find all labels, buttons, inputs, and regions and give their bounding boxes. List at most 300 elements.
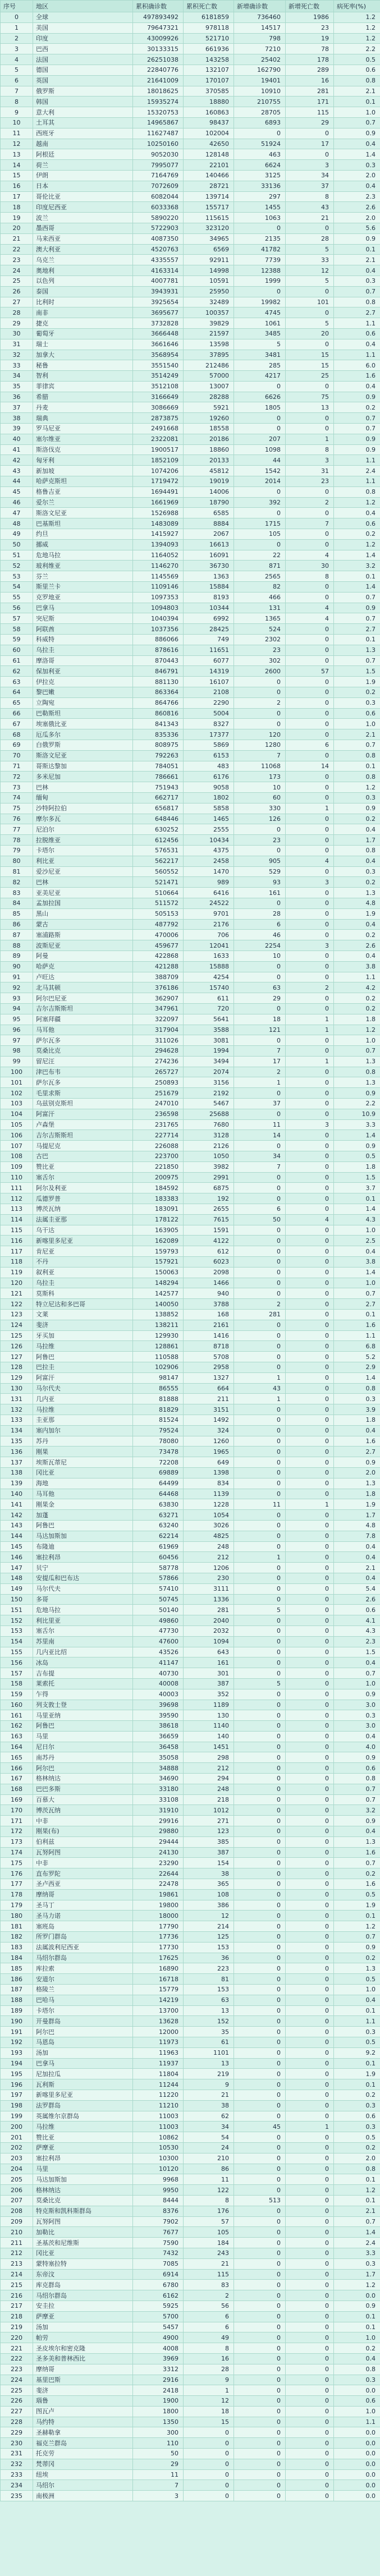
cell-new-deaths: 0: [286, 1594, 334, 1605]
cell-total-deaths: 4122: [184, 1236, 234, 1246]
table-row: [1, 1236, 380, 1246]
cell-index: 93: [1, 993, 33, 1004]
cell-region: 冈比亚: [33, 1467, 133, 1478]
cell-new-deaths: 0: [286, 1563, 334, 1573]
cell-total-confirmed: 30133315: [133, 44, 184, 54]
cell-fatality-rate: 1.1: [334, 972, 380, 982]
cell-new-deaths: 3: [286, 160, 334, 171]
cell-index: 29: [1, 318, 33, 329]
table-row: [1, 1109, 380, 1119]
table-row: [1, 1362, 380, 1373]
cell-total-confirmed: 39590: [133, 1710, 184, 1721]
cell-region: 海地: [33, 1478, 133, 1489]
cell-total-confirmed: 3695677: [133, 307, 184, 318]
cell-total-confirmed: 3732828: [133, 318, 184, 329]
cell-total-deaths: 154: [184, 1858, 234, 1868]
cell-region: 巴勒斯坦: [33, 708, 133, 719]
cell-new-confirmed: 0: [234, 2322, 286, 2332]
cell-total-deaths: 20133: [184, 455, 234, 466]
cell-region: 阿塞拜疆: [33, 1014, 133, 1025]
cell-new-deaths: 0: [286, 1995, 334, 2005]
table-row: [1, 2090, 380, 2100]
cell-region: 塞尔维亚: [33, 434, 133, 444]
cell-new-confirmed: 0: [234, 1583, 286, 1594]
cell-total-confirmed: 497893492: [133, 12, 184, 23]
table-row: [1, 803, 380, 814]
table-row: [1, 1383, 380, 1394]
cell-new-confirmed: 0: [234, 1721, 286, 1732]
cell-fatality-rate: 1.3: [334, 1077, 380, 1088]
cell-new-confirmed: 22: [234, 550, 286, 561]
cell-index: 14: [1, 160, 33, 171]
cell-new-confirmed: 0: [234, 486, 286, 497]
cell-total-confirmed: 835336: [133, 729, 184, 740]
cell-total-deaths: 63: [184, 1995, 234, 2005]
cell-total-confirmed: 505153: [133, 908, 184, 919]
cell-total-confirmed: 19800: [133, 1900, 184, 1911]
cell-new-confirmed: 210755: [234, 97, 286, 107]
col-header-new-confirmed[interactable]: 新增确诊数: [234, 1, 286, 12]
cell-total-confirmed: 2491668: [133, 424, 184, 434]
cell-new-deaths: 0: [286, 2417, 334, 2427]
cell-region: 斐济: [33, 1320, 133, 1330]
cell-new-deaths: 289: [286, 65, 334, 75]
cell-fatality-rate: 0.4: [334, 1731, 380, 1742]
cell-total-deaths: 168: [184, 1310, 234, 1320]
cell-new-deaths: 0: [286, 2185, 334, 2196]
cell-index: 175: [1, 1858, 33, 1868]
cell-region: 利比亚: [33, 856, 133, 866]
cell-new-confirmed: 0: [234, 2248, 286, 2258]
cell-total-confirmed: 14965867: [133, 117, 184, 128]
cell-total-deaths: 2176: [184, 919, 234, 930]
cell-index: 94: [1, 1003, 33, 1014]
cell-new-confirmed: 0: [234, 1974, 286, 1985]
cell-index: 5: [1, 65, 33, 75]
cell-region: 卡塔尔: [33, 845, 133, 856]
cell-total-confirmed: 7590: [133, 2238, 184, 2248]
cell-region: 苏丹: [33, 1436, 133, 1447]
cell-new-confirmed: 12388: [234, 265, 286, 276]
cell-new-deaths: 0: [286, 2153, 334, 2164]
cell-total-deaths: 6181859: [184, 12, 234, 23]
cell-index: 66: [1, 708, 33, 719]
cell-new-deaths: 0: [286, 2216, 334, 2227]
cell-total-confirmed: 1037356: [133, 624, 184, 635]
cell-index: 60: [1, 645, 33, 655]
cell-new-confirmed: 905: [234, 856, 286, 866]
cell-new-confirmed: 126: [234, 814, 286, 824]
table-row: [1, 1310, 380, 1320]
cell-fatality-rate: 0.1: [334, 2195, 380, 2206]
cell-total-confirmed: 300: [133, 2427, 184, 2438]
cell-new-deaths: 281: [286, 86, 334, 97]
cell-fatality-rate: 0.6: [334, 2111, 380, 2122]
cell-fatality-rate: 0.4: [334, 508, 380, 518]
cell-region: 危地马拉: [33, 550, 133, 561]
cell-total-deaths: 115615: [184, 213, 234, 223]
cell-total-deaths: 22101: [184, 160, 234, 171]
cell-new-confirmed: 0: [234, 1836, 286, 1847]
cell-new-confirmed: 0: [234, 1763, 286, 1774]
cell-new-confirmed: 1715: [234, 518, 286, 529]
cell-total-confirmed: 5890220: [133, 213, 184, 223]
cell-new-confirmed: 524: [234, 624, 286, 635]
col-header-fatality-rate[interactable]: 病死率(%): [334, 1, 380, 12]
cell-fatality-rate: 0.1: [334, 2174, 380, 2185]
cell-index: 144: [1, 1531, 33, 1541]
cell-index: 170: [1, 1805, 33, 1816]
table-row: [1, 255, 380, 265]
cell-new-deaths: 0: [286, 687, 334, 698]
cell-total-deaths: 271: [184, 1816, 234, 1826]
cell-total-deaths: 7615: [184, 1214, 234, 1225]
cell-new-confirmed: 0: [234, 961, 286, 972]
table-row: [1, 2290, 380, 2301]
cell-new-deaths: 0: [286, 1911, 334, 1921]
cell-region: 哥伦比亚: [33, 191, 133, 202]
cell-total-confirmed: 19861: [133, 1889, 184, 1900]
cell-total-confirmed: 274236: [133, 1056, 184, 1067]
table-row: [1, 1520, 380, 1531]
cell-new-deaths: 0: [286, 1362, 334, 1373]
cell-new-deaths: 0: [286, 1404, 334, 1415]
cell-fatality-rate: 0.4: [334, 1657, 380, 1668]
cell-total-confirmed: 3969: [133, 2353, 184, 2364]
cell-index: 61: [1, 655, 33, 666]
cell-index: 57: [1, 613, 33, 624]
cell-fatality-rate: 4.8: [334, 898, 380, 908]
table-row: [1, 486, 380, 497]
cell-fatality-rate: 0.2: [334, 1003, 380, 1014]
table-row: [1, 539, 380, 550]
cell-total-deaths: 15888: [184, 961, 234, 972]
cell-fatality-rate: 0.1: [334, 761, 380, 772]
cell-total-deaths: 24: [184, 2142, 234, 2153]
cell-index: 148: [1, 1573, 33, 1583]
cell-total-deaths: 1206: [184, 1563, 234, 1573]
cell-region: 摩尔多瓦: [33, 814, 133, 824]
cell-fatality-rate: 9.2: [334, 2047, 380, 2058]
table-row: [1, 424, 380, 434]
cell-fatality-rate: 1.7: [334, 1510, 380, 1521]
cell-new-deaths: 0: [286, 2037, 334, 2048]
cell-index: 158: [1, 1678, 33, 1689]
cell-new-deaths: 0: [286, 950, 334, 961]
cell-region: 圣马力诺: [33, 1911, 133, 1921]
table-row: [1, 318, 380, 329]
cell-total-confirmed: 11973: [133, 2037, 184, 2048]
cell-new-deaths: 0: [286, 1573, 334, 1583]
cell-region: 加勒比: [33, 2227, 133, 2238]
cell-fatality-rate: 0.1: [334, 2322, 380, 2332]
cell-new-confirmed: 0: [234, 1278, 286, 1288]
cell-new-deaths: 0: [286, 539, 334, 550]
cell-new-deaths: 0: [286, 1436, 334, 1447]
cell-fatality-rate: 2.4: [334, 466, 380, 476]
cell-fatality-rate: 1.7: [334, 835, 380, 846]
col-header-total-deaths[interactable]: 累积死亡数: [184, 1, 234, 12]
cell-new-deaths: 0: [286, 2290, 334, 2301]
cell-new-deaths: 0: [286, 2406, 334, 2417]
table-row: [1, 2153, 380, 2164]
cell-new-deaths: 171: [286, 97, 334, 107]
cell-new-deaths: 0: [286, 1868, 334, 1879]
cell-total-confirmed: 1394093: [133, 539, 184, 550]
cell-index: 50: [1, 539, 33, 550]
cell-new-deaths: 0: [286, 1425, 334, 1436]
cell-region: 马耳他: [33, 1489, 133, 1499]
table-row: [1, 1447, 380, 1457]
cell-index: 149: [1, 1583, 33, 1594]
table-row: [1, 677, 380, 687]
cell-total-confirmed: 47730: [133, 1626, 184, 1636]
cell-total-deaths: 1054: [184, 1510, 234, 1521]
cell-total-confirmed: 11963: [133, 2047, 184, 2058]
table-row: [1, 1974, 380, 1985]
cell-fatality-rate: 0.9: [334, 233, 380, 244]
table-row: [1, 149, 380, 160]
cell-index: 145: [1, 1541, 33, 1552]
cell-region: 马耳他: [33, 1025, 133, 1035]
cell-new-deaths: 0: [286, 1836, 334, 1847]
cell-new-confirmed: 0: [234, 1953, 286, 1963]
table-row: [1, 2301, 380, 2311]
cell-new-confirmed: 6893: [234, 117, 286, 128]
cell-index: 90: [1, 961, 33, 972]
table-row: [1, 1889, 380, 1900]
cell-fatality-rate: 0.0: [334, 2491, 380, 2501]
col-header-total-confirmed[interactable]: 累积确诊数: [133, 1, 184, 12]
table-row: [1, 2058, 380, 2069]
cell-new-confirmed: 0: [234, 1236, 286, 1246]
cell-index: 31: [1, 339, 33, 350]
cell-region: 斐济: [33, 2385, 133, 2396]
cell-new-confirmed: 0: [234, 2005, 286, 2016]
cell-index: 92: [1, 982, 33, 993]
cell-fatality-rate: 1.2: [334, 539, 380, 550]
table-row: [1, 888, 380, 898]
cell-new-confirmed: 0: [234, 1995, 286, 2005]
cell-index: 4: [1, 54, 33, 65]
cell-new-confirmed: 2600: [234, 666, 286, 677]
cell-new-confirmed: 0: [234, 719, 286, 729]
cell-new-deaths: 0: [286, 1847, 334, 1858]
cell-total-confirmed: 41147: [133, 1657, 184, 1668]
cell-new-confirmed: 28705: [234, 107, 286, 118]
cell-new-deaths: 0: [286, 2258, 334, 2269]
cell-fatality-rate: 4.1: [334, 1615, 380, 1626]
cell-new-deaths: 0: [286, 2449, 334, 2459]
table-row: [1, 1204, 380, 1215]
cell-index: 13: [1, 149, 33, 160]
cell-fatality-rate: 0.4: [334, 1425, 380, 1436]
table-row: [1, 592, 380, 603]
cell-new-confirmed: 0: [234, 1921, 286, 1932]
table-row: [1, 1657, 380, 1668]
cell-new-deaths: 0: [286, 2227, 334, 2238]
cell-total-deaths: 3026: [184, 1520, 234, 1531]
cell-total-deaths: 18558: [184, 424, 234, 434]
table-row: [1, 824, 380, 835]
cell-fatality-rate: 1.3: [334, 1056, 380, 1067]
cell-total-deaths: 13598: [184, 339, 234, 350]
table-row: [1, 1214, 380, 1225]
cell-index: 161: [1, 1710, 33, 1721]
table-row: [1, 1467, 380, 1478]
table-row: [1, 1879, 380, 1890]
cell-total-deaths: 139714: [184, 191, 234, 202]
cell-total-deaths: 25950: [184, 286, 234, 297]
cell-total-confirmed: 231765: [133, 1119, 184, 1130]
cell-total-deaths: 11651: [184, 645, 234, 655]
cell-new-deaths: 4: [286, 603, 334, 613]
cell-total-deaths: 11: [184, 2174, 234, 2185]
cell-total-confirmed: 11210: [133, 2100, 184, 2111]
cell-new-deaths: 0: [286, 719, 334, 729]
cell-region: 比利时: [33, 297, 133, 307]
cell-total-deaths: 3588: [184, 1025, 234, 1035]
table-row: [1, 2406, 380, 2417]
cell-new-confirmed: 131: [234, 603, 286, 613]
cell-fatality-rate: 0.5: [334, 1974, 380, 1985]
cell-new-confirmed: 37: [234, 1099, 286, 1109]
cell-total-deaths: 218: [184, 1794, 234, 1805]
cell-region: 爱沙尼亚: [33, 866, 133, 877]
cell-total-deaths: 978118: [184, 22, 234, 33]
cell-new-deaths: 0: [286, 792, 334, 803]
table-row: [1, 128, 380, 139]
cell-total-deaths: 36730: [184, 561, 234, 571]
cell-total-deaths: 1101: [184, 2047, 234, 2058]
cell-new-deaths: 5: [286, 318, 334, 329]
cell-new-deaths: 2: [286, 982, 334, 993]
cell-new-confirmed: 0: [234, 1774, 286, 1784]
cell-index: 135: [1, 1436, 33, 1447]
cell-region: 博茨瓦纳: [33, 1805, 133, 1816]
cell-new-deaths: 78: [286, 44, 334, 54]
cell-new-deaths: 0: [286, 2480, 334, 2491]
cell-fatality-rate: 0.1: [334, 2005, 380, 2016]
cell-region: 马恩岛: [33, 2037, 133, 2048]
cell-index: 18: [1, 202, 33, 213]
cell-total-deaths: 219: [184, 2069, 234, 2079]
cell-total-deaths: 14319: [184, 666, 234, 677]
cell-total-deaths: 281: [184, 1605, 234, 1615]
cell-index: 127: [1, 1352, 33, 1362]
cell-total-confirmed: 13628: [133, 2016, 184, 2027]
cell-fatality-rate: 0.1: [334, 2058, 380, 2069]
cell-fatality-rate: 0.8: [334, 1774, 380, 1784]
cell-new-confirmed: 1542: [234, 466, 286, 476]
cell-total-confirmed: 1900517: [133, 444, 184, 455]
cell-new-confirmed: 0: [234, 2375, 286, 2385]
cell-total-confirmed: 11804: [133, 2069, 184, 2079]
table-row: [1, 1531, 380, 1541]
cell-total-deaths: 54: [184, 2132, 234, 2143]
cell-fatality-rate: 0.7: [334, 740, 380, 750]
cell-region: 匈牙利: [33, 455, 133, 466]
cell-index: 51: [1, 550, 33, 561]
cell-fatality-rate: 0.7: [334, 1288, 380, 1299]
table-row: [1, 2047, 380, 2058]
cell-new-confirmed: 0: [234, 2311, 286, 2322]
table-row: [1, 1942, 380, 1953]
cell-index: 48: [1, 518, 33, 529]
cell-total-confirmed: 50745: [133, 1594, 184, 1605]
table-row: [1, 2195, 380, 2206]
cell-region: 苏里南: [33, 1636, 133, 1647]
cell-new-deaths: 0: [286, 1963, 334, 1974]
cell-index: 95: [1, 1014, 33, 1025]
cell-total-confirmed: 7677: [133, 2227, 184, 2238]
cell-fatality-rate: 0.9: [334, 803, 380, 814]
cell-new-confirmed: 1: [234, 1077, 286, 1088]
cell-fatality-rate: 0.7: [334, 1932, 380, 1943]
cell-total-confirmed: 4163314: [133, 265, 184, 276]
cell-index: 152: [1, 1615, 33, 1626]
cell-total-confirmed: 35058: [133, 1752, 184, 1763]
cell-total-deaths: 1327: [184, 1372, 234, 1383]
cell-region: 库拉索: [33, 1963, 133, 1974]
cell-new-deaths: 0: [286, 1320, 334, 1330]
col-header-index[interactable]: 序号: [1, 1, 33, 12]
cell-new-confirmed: 10: [234, 950, 286, 961]
cell-region: 多米尼加: [33, 772, 133, 782]
cell-fatality-rate: 1.2: [334, 33, 380, 44]
cell-fatality-rate: 1.0: [334, 1678, 380, 1689]
cell-total-confirmed: 60456: [133, 1552, 184, 1563]
cell-new-confirmed: 0: [234, 1489, 286, 1499]
cell-index: 0: [1, 12, 33, 23]
cell-total-deaths: 2555: [184, 824, 234, 835]
cell-fatality-rate: 0.9: [334, 392, 380, 402]
cell-new-confirmed: 0: [234, 2301, 286, 2311]
cell-total-confirmed: 1852109: [133, 455, 184, 466]
cell-index: 223: [1, 2364, 33, 2375]
cell-new-confirmed: 17: [234, 1056, 286, 1067]
cell-total-deaths: 16107: [184, 677, 234, 687]
cell-new-deaths: 0: [286, 835, 334, 846]
cell-fatality-rate: 1.9: [334, 677, 380, 687]
cell-new-deaths: 23: [286, 22, 334, 33]
cell-new-confirmed: 0: [234, 2480, 286, 2491]
cell-fatality-rate: 1.1: [334, 2417, 380, 2427]
table-row: [1, 814, 380, 824]
col-header-new-deaths[interactable]: 新增死亡数: [286, 1, 334, 12]
cell-total-deaths: 10344: [184, 603, 234, 613]
table-row: [1, 33, 380, 44]
cell-total-deaths: 0: [184, 2469, 234, 2480]
col-header-region[interactable]: 地区: [33, 1, 133, 12]
table-row: [1, 1573, 380, 1583]
cell-total-confirmed: 792263: [133, 750, 184, 761]
cell-total-confirmed: 6033368: [133, 202, 184, 213]
cell-total-confirmed: 562217: [133, 856, 184, 866]
cell-index: 20: [1, 223, 33, 233]
cell-total-deaths: 10434: [184, 835, 234, 846]
cell-fatality-rate: 0.4: [334, 919, 380, 930]
cell-index: 109: [1, 1161, 33, 1172]
table-row: [1, 1868, 380, 1879]
cell-index: 119: [1, 1267, 33, 1278]
cell-new-deaths: 0: [286, 1330, 334, 1341]
cell-total-confirmed: 26251038: [133, 54, 184, 65]
cell-total-deaths: 18: [184, 2406, 234, 2417]
cell-total-confirmed: 236598: [133, 1109, 184, 1119]
cell-fatality-rate: 1.8: [334, 1415, 380, 1425]
cell-new-confirmed: 0: [234, 1172, 286, 1183]
